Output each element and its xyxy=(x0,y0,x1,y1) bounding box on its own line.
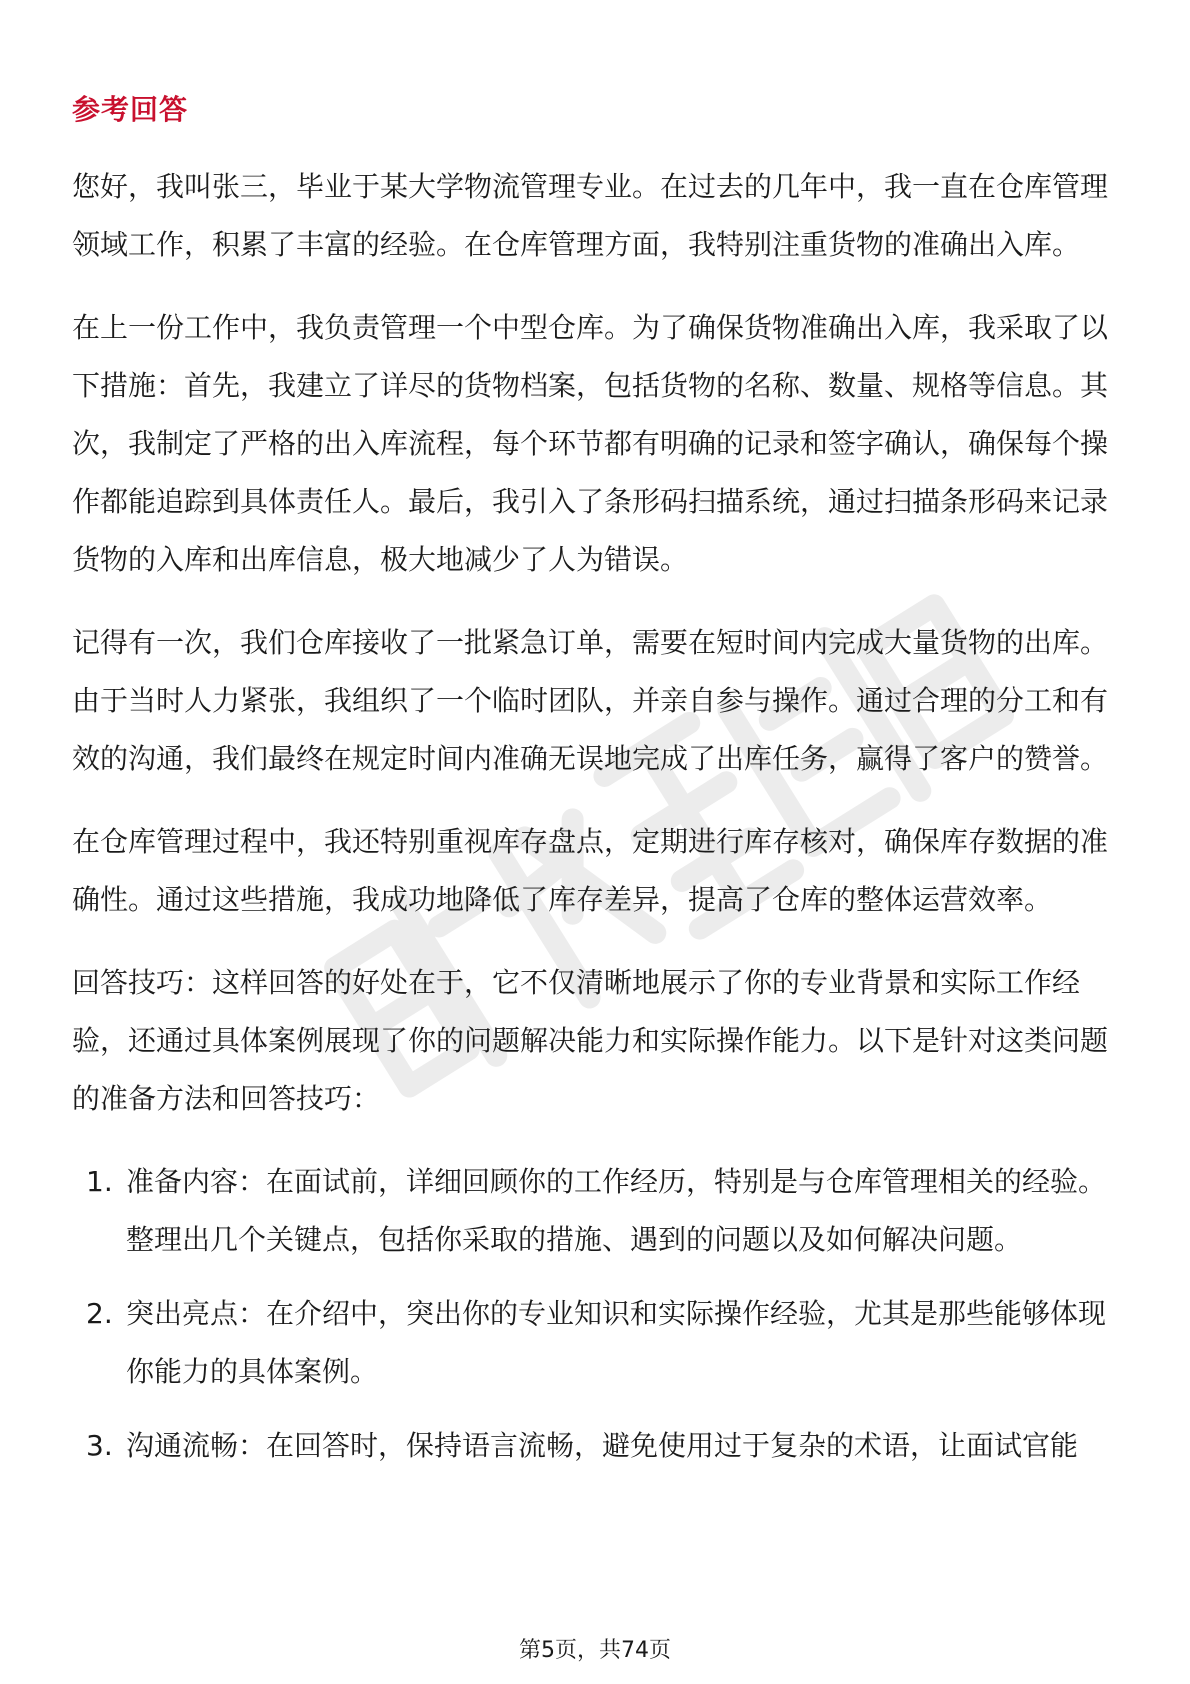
list-item xyxy=(72,1417,1126,1475)
document-body xyxy=(72,158,1122,1491)
list-item-text: 准备内容：在面试前，详细回顾你的工作经历，特别是与仓库管理相关的经验。整理出几个关键点，包括你采取的措施、遇到的问题以及如何解决问题。 xyxy=(126,1165,1107,1256)
paragraph-intro: 您好，我叫张三，毕业于某大学物流管理专业。在过去的几年中，我一直在仓库管理领域工作，积累了丰富的经验。在仓库管理方面，我特别注重货物的准确出入库。 xyxy=(72,170,1109,261)
paragraph-example: 记得有一次，我们仓库接收了一批紧急订单，需要在短时间内完成大量货物的出库。由于当时人力紧张，我组织了一个临时团队，并亲自参与操作。通过合理的分工和有效的沟通，我们最终在规定时间内准确无误地完成了出库任务，赢得了客户的赞誉。 xyxy=(72,626,1109,775)
list-item-number: 1. xyxy=(86,1165,113,1198)
tips-list xyxy=(72,1153,1122,1475)
paragraph-measures: 在上一份工作中，我负责管理一个中型仓库。为了确保货物准确出入库，我采取了以下措施：首先，我建立了详尽的货物档案，包括货物的名称、数量、规格等信息。其次，我制定了严格的出入库流程，每个环节都有明确的记录和签字确认，确保每个操作都能追踪到具体责任人。最后，我引入了条形码扫描系统，通过扫描条形码来记录货物的入库和出库信息，极大地减少了人为错误。 xyxy=(72,311,1109,576)
list-item xyxy=(72,1153,1126,1269)
list-item-text: 沟通流畅：在回答时，保持语言流畅，避免使用过于复杂的术语，让面试官能 xyxy=(126,1429,1079,1462)
list-item xyxy=(72,1285,1126,1401)
paragraph-inventory: 在仓库管理过程中，我还特别重视库存盘点，定期进行库存核对，确保库存数据的准确性。通过这些措施，我成功地降低了库存差异，提高了仓库的整体运营效率。 xyxy=(72,825,1109,916)
page-number-footer: 第5页，共74页 xyxy=(0,1636,1190,1666)
section-heading: 参考回答 xyxy=(72,93,189,126)
list-item-text: 突出亮点：在介绍中，突出你的专业知识和实际操作经验，尤其是那些能够体现你能力的具体案例。 xyxy=(126,1297,1107,1388)
paragraph-tips: 回答技巧：这样回答的好处在于，它不仅清晰地展示了你的专业背景和实际工作经验，还通过具体案例展现了你的问题解决能力和实际操作能力。以下是针对这类问题的准备方法和回答技巧： xyxy=(72,966,1109,1115)
list-item-number: 2. xyxy=(86,1297,113,1330)
list-item-number: 3. xyxy=(86,1429,113,1462)
